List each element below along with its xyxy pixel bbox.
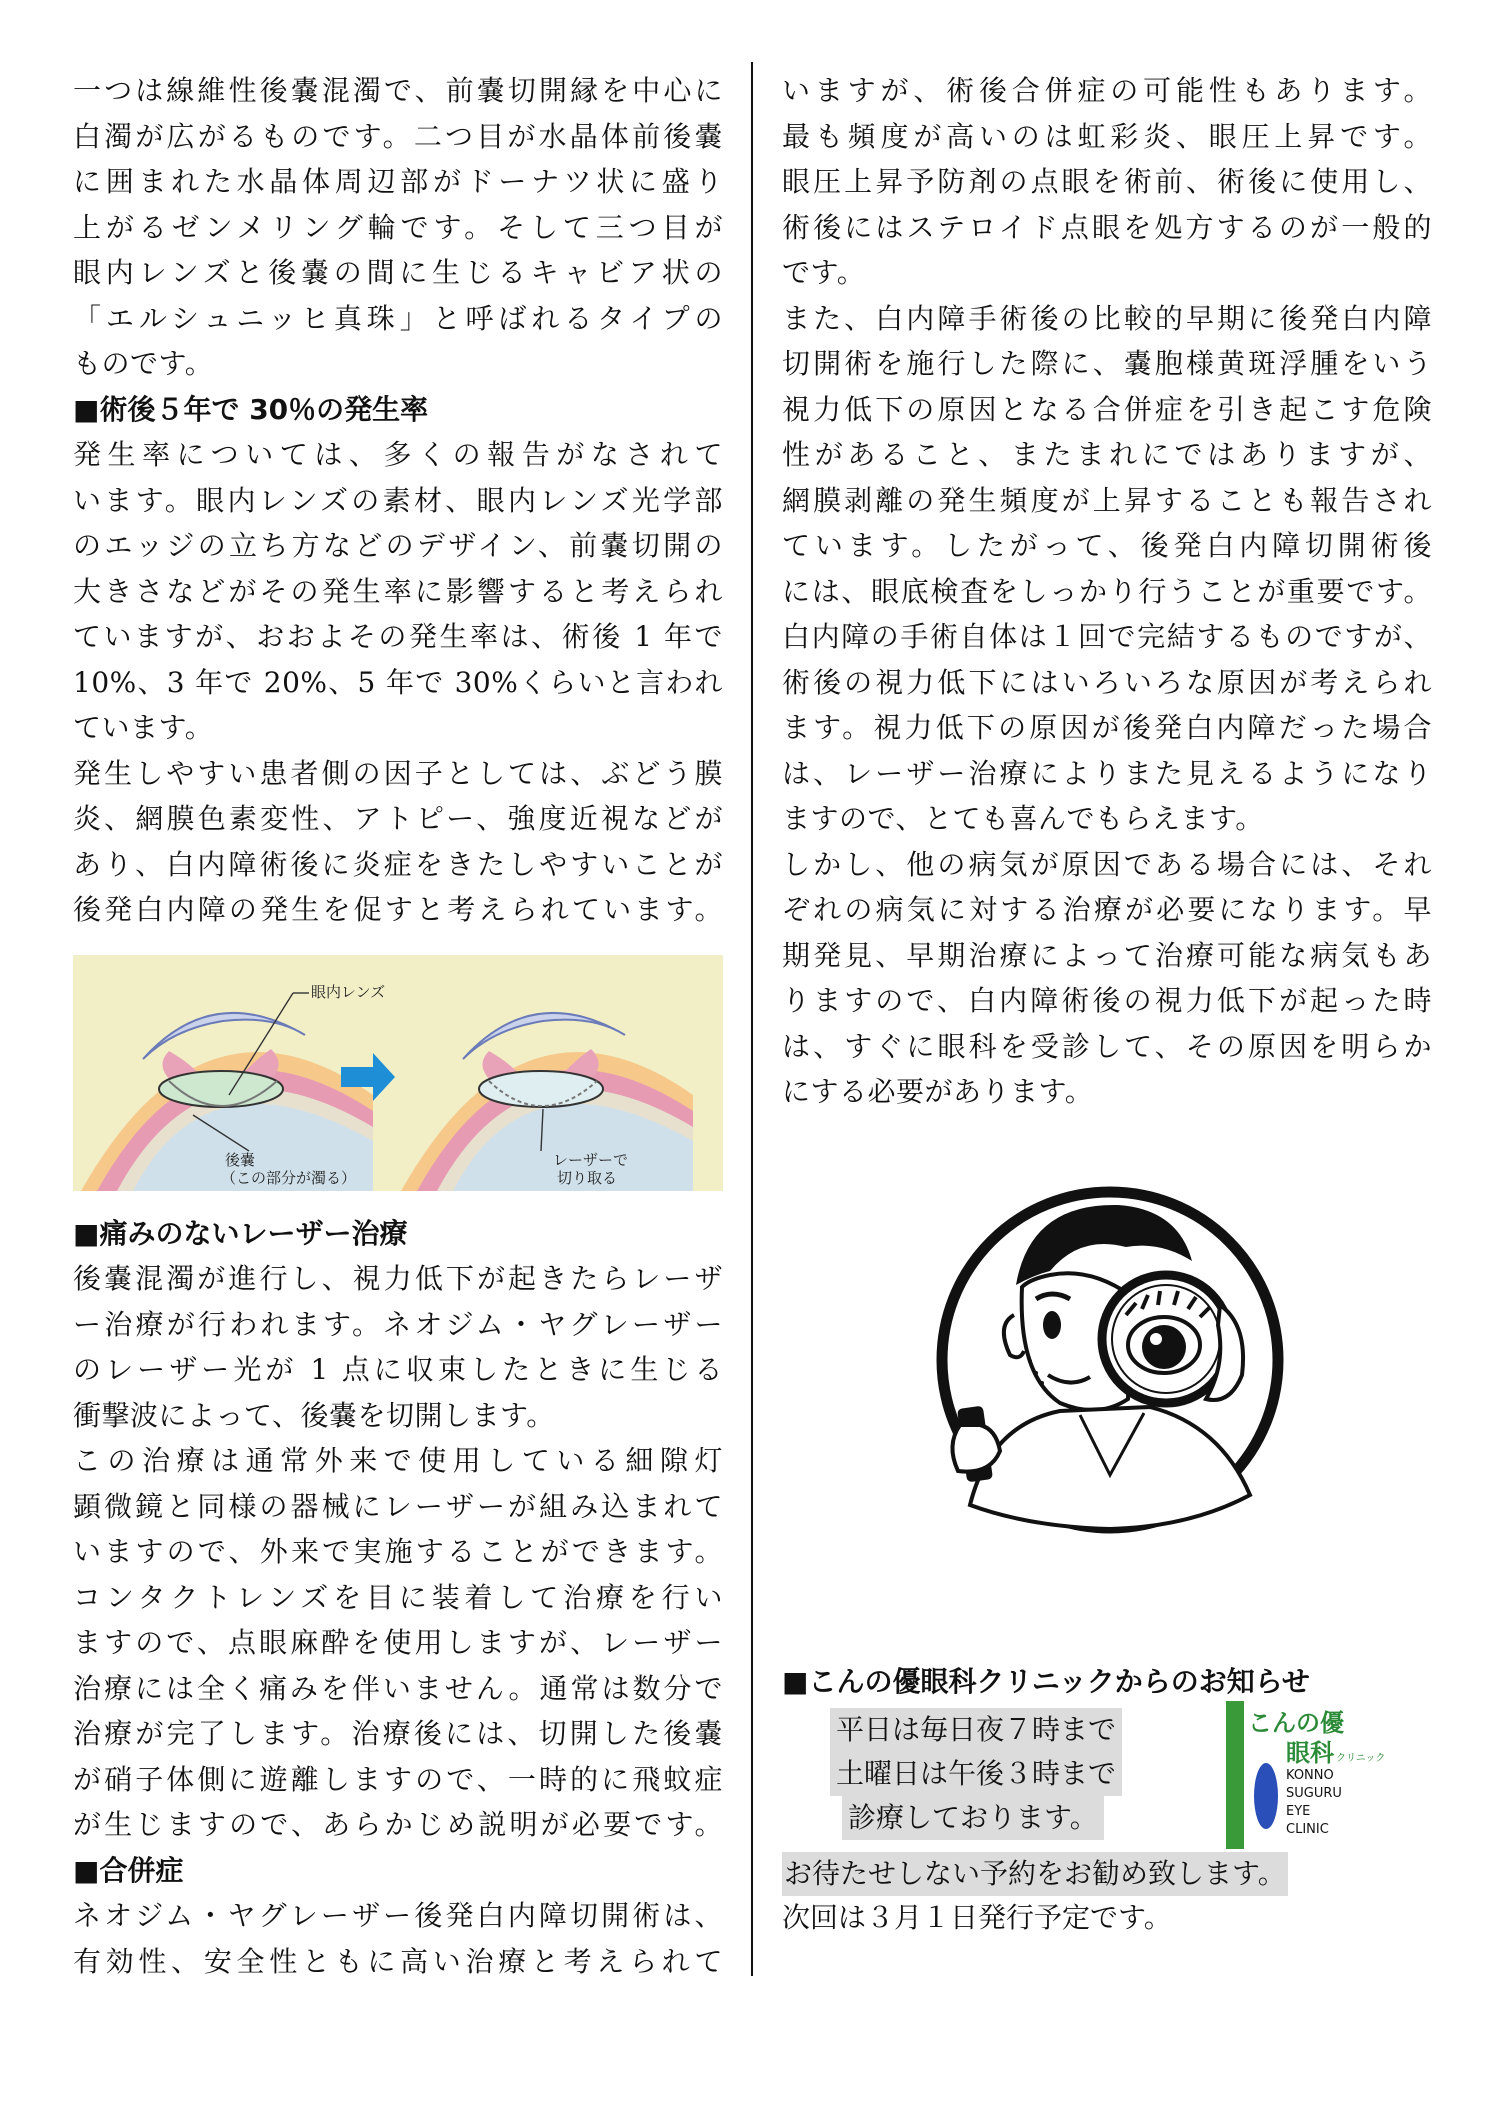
text-line: ますので、とても喜んでもらえます。 — [782, 802, 1264, 835]
hours-note: 診療しております。 — [842, 1796, 1104, 1840]
text-line: あり、白内障術後に炎症をきたしやすいことが — [73, 847, 723, 881]
text-line: 10%、3 年で 20%、5 年で 30%くらいと言われ — [73, 665, 723, 699]
text-line: 治療には全く痛みを伴いません。通常は数分で — [73, 1671, 723, 1705]
text-line: が生じますので、あらかじめ説明が必要です。 — [73, 1808, 723, 1841]
text-line: 切開術を施行した際に、嚢胞様黄斑浮腫をいう — [782, 347, 1432, 380]
text-line: 「エルシュニッヒ真珠」と呼ばれるタイプの — [73, 301, 723, 335]
text-line: には、眼底検査をしっかり行うことが重要です。 — [782, 574, 1432, 608]
text-line: 後発白内障の発生を促すと考えられています。 — [73, 893, 723, 926]
text-line: 最も頻度が高いのは虹彩炎、眼圧上昇です。 — [782, 119, 1432, 153]
intro-paragraph — [73, 68, 723, 387]
hours-weekday: 平日は毎日夜７時まで — [830, 1708, 1122, 1752]
logo-blue-oval — [1254, 1763, 1278, 1829]
text-line: ています。したがって、後発白内障切開術後 — [782, 529, 1432, 562]
text-line: この治療は通常外来で使用している細隙灯 — [73, 1444, 723, 1477]
figure-label-laser: レーザーで — [553, 1150, 629, 1169]
text-line: 治療が完了します。治療後には、切開した後嚢 — [73, 1717, 723, 1750]
eye-after-icon — [401, 1012, 693, 1190]
right-column — [782, 68, 1432, 1115]
text-line: 炎、網膜色素変性、アトピー、強度近視などが — [73, 802, 723, 835]
text-line: 期発見、早期治療によって治療可能な病気もあ — [782, 938, 1432, 972]
text-line: は、レーザー治療によりまた見えるようになり — [782, 756, 1432, 790]
text-line: です。 — [782, 256, 866, 289]
section-heading-incidence: ■術後５年で 30％の発生率 — [73, 392, 429, 426]
text-line: 衝撃波によって、後嚢を切開します。 — [73, 1398, 555, 1432]
logo-en-line: SUGURU — [1286, 1786, 1342, 1801]
text-line: いますので、外来で実施することができます。 — [73, 1535, 723, 1568]
text-line: 発生しやすい患者側の因子としては、ぶどう膜 — [73, 756, 723, 790]
text-line: います。眼内レンズの素材、眼内レンズ光学部 — [73, 483, 723, 517]
text-line: が硝子体側に遊離しますので、一時的に飛蚊症 — [73, 1762, 723, 1796]
logo-clinic-small: クリニック — [1336, 1753, 1386, 1764]
doctor-magnifier-illustration — [930, 1175, 1290, 1545]
text-line: 性があること、またまれにではありますが、 — [782, 438, 1432, 471]
text-line: 視力低下の原因となる合併症を引き起こす危険 — [782, 392, 1432, 426]
logo-en-line: KONNO — [1286, 1768, 1334, 1783]
text-line: 網膜剥離の発生頻度が上昇することも報告され — [782, 483, 1432, 517]
notice-heading: ■こんの優眼科クリニックからのお知らせ — [782, 1665, 1310, 1698]
text-line: 眼圧上昇予防剤の点眼を術前、術後に使用し、 — [782, 165, 1432, 198]
text-line: ていますが、おおよその発生率は、術後 1 年で — [73, 620, 723, 653]
text-line: 白濁が広がるものです。二つ目が水晶体前後嚢 — [73, 119, 723, 153]
text-line: 大きさなどがその発生率に影響すると考えられ — [73, 574, 723, 608]
text-line: にする必要があります。 — [782, 1075, 1094, 1108]
text-line: ー治療が行われます。ネオジム・ヤグレーザー — [73, 1307, 723, 1341]
eye-diagram-figure — [73, 955, 723, 1191]
clinic-logo — [1226, 1701, 1398, 1849]
left-column — [73, 68, 723, 1984]
text-line: 上がるゼンメリング輪です。そして三つ目が — [73, 210, 723, 244]
figure-label-lens: 眼内レンズ — [311, 982, 386, 1001]
figure-label-capsule: 後嚢 — [225, 1150, 256, 1169]
clinic-hours — [830, 1708, 1122, 1840]
text-line: いますが、術後合併症の可能性もあります。 — [782, 74, 1432, 107]
laser-paragraph — [73, 1256, 723, 1848]
logo-dept: 眼科 クリニック — [1286, 1739, 1386, 1767]
incidence-paragraph — [73, 432, 723, 933]
text-line: 有効性、安全性ともに高い治療と考えられて — [73, 1944, 723, 1978]
text-line: は、すぐに眼科を受診して、その原因を明らか — [782, 1029, 1432, 1063]
logo-name: こんの優 — [1248, 1709, 1344, 1737]
logo-en-line: CLINIC — [1286, 1822, 1329, 1837]
section-heading-complications: ■合併症 — [73, 1853, 184, 1887]
text-line: のエッジの立ち方などのデザイン、前嚢切開の — [73, 529, 723, 562]
text-line: ます。視力低下の原因が後発白内障だった場合 — [782, 711, 1432, 744]
text-line: りますので、白内障術後の視力低下が起った時 — [782, 984, 1432, 1017]
closing-notes — [782, 1852, 1288, 1940]
section-heading-laser: ■痛みのないレーザー治療 — [73, 1216, 408, 1250]
text-line: また、白内障手術後の比較的早期に後発白内障 — [782, 301, 1432, 335]
text-line: 白内障の手術自体は１回で完結するものですが、 — [782, 620, 1432, 653]
text-line: 後嚢混濁が進行し、視力低下が起きたらレーザ — [73, 1262, 723, 1295]
text-line: しかし、他の病気が原因である場合には、それ — [782, 847, 1432, 881]
text-line: 顕微鏡と同様の器械にレーザーが組み込まれて — [73, 1489, 723, 1523]
hours-saturday: 土曜日は午後３時まで — [830, 1752, 1122, 1796]
text-line: 眼内レンズと後嚢の間に生じるキャビア状の — [73, 256, 723, 289]
logo-green-bar — [1226, 1701, 1244, 1849]
closing-next-issue: 次回は３月１日発行予定です。 — [782, 1901, 1172, 1934]
figure-label-capsule-note: （この部分が濁る） — [221, 1168, 357, 1187]
column-divider — [751, 62, 753, 1976]
text-line: ますので、点眼麻酔を使用しますが、レーザー — [73, 1626, 723, 1659]
text-line: のレーザー光が 1 点に収束したときに生じる — [73, 1353, 723, 1386]
text-line: コンタクトレンズを目に装着して治療を行い — [73, 1580, 723, 1614]
figure-label-laser-cut: 切り取る — [557, 1168, 618, 1187]
text-line: ネオジム・ヤグレーザー後発白内障切開術は、 — [73, 1899, 723, 1932]
text-line: 術後の視力低下にはいろいろな原因が考えられ — [782, 665, 1432, 699]
closing-reservation: お待たせしない予約をお勧め致します。 — [782, 1852, 1288, 1896]
text-line: 発生率については、多くの報告がなされて — [73, 438, 723, 471]
text-line: ています。 — [73, 711, 214, 744]
text-line: ぞれの病気に対する治療が必要になります。早 — [782, 893, 1432, 926]
text-line: 術後にはステロイド点眼を処方するのが一般的 — [782, 210, 1432, 244]
doctor-cartoon-icon — [930, 1175, 1290, 1545]
text-line: ものです。 — [73, 347, 214, 380]
logo-en-line: EYE — [1286, 1804, 1311, 1819]
text-line: に囲まれた水晶体周辺部がドーナツ状に盛り — [73, 165, 723, 198]
logo-english — [1286, 1767, 1342, 1839]
text-line: 一つは線維性後嚢混濁で、前嚢切開縁を中心に — [73, 74, 723, 107]
complications-paragraph — [73, 1893, 723, 1984]
